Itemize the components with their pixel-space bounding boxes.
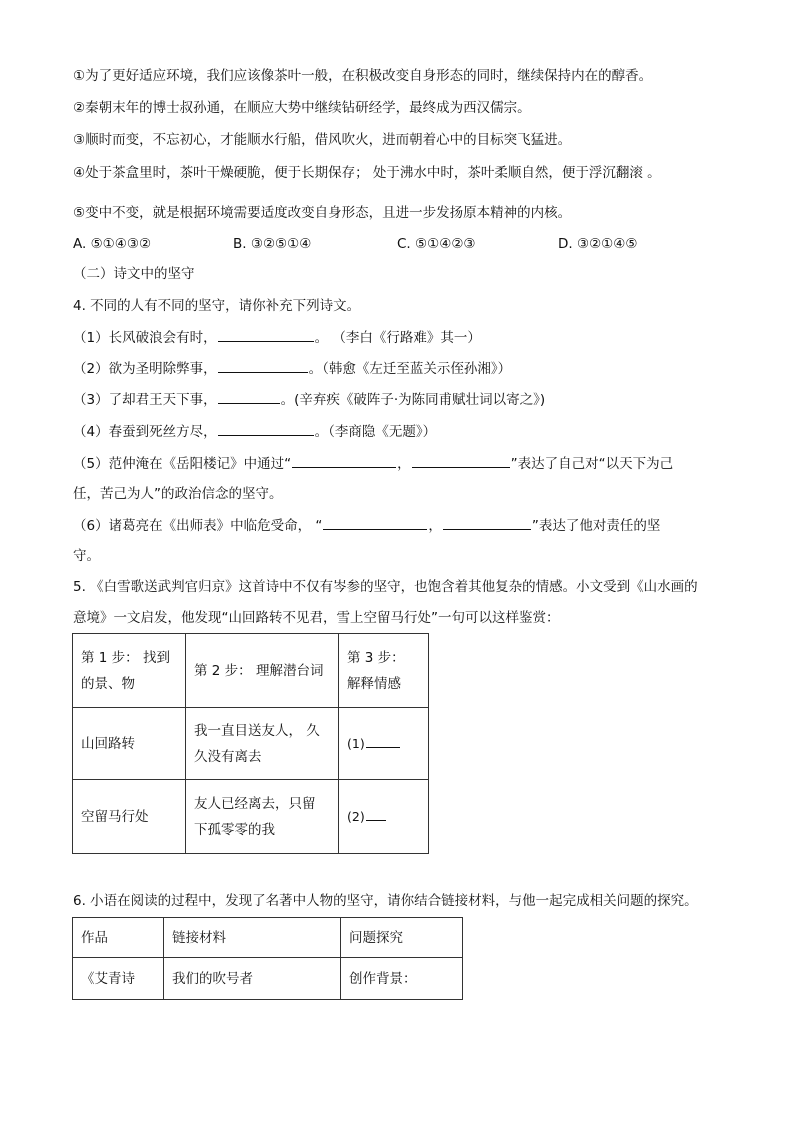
- q5-table: [72, 633, 429, 854]
- q4-item-3: [73, 389, 545, 410]
- comma: ，: [397, 456, 411, 472]
- q3-item-5: ⑤变中不变，就是根据环境需要适度改变自身形态，且进一步发扬原本精神的内核。: [73, 205, 572, 221]
- q6-work-cell: 《艾青诗: [73, 958, 164, 1000]
- q3-item-4: ④处于茶盒里时，茶叶干燥硬脆，便于长期保存； 处于沸水中时，茶叶柔顺自然，便于浮沉翻滚 。: [73, 165, 661, 181]
- answer-blank[interactable]: [412, 453, 510, 468]
- answer-blank[interactable]: [366, 806, 386, 821]
- q5-stem-line-2: 意境》一文启发，他发现“山回路转不见君，雪上空留马行处”一句可以这样鉴赏：: [73, 610, 560, 626]
- q4-item-prefix: （4）春蚕到死丝方尽，: [73, 424, 217, 440]
- q4-item-prefix: （6）诸葛亮在《出师表》中临危受命， “: [73, 518, 323, 534]
- q4-item-1: [73, 327, 481, 348]
- q5-header-step2: [186, 634, 339, 708]
- q4-item-prefix: （5）范仲淹在《岳阳楼记》中通过“: [73, 456, 292, 472]
- answer-blank[interactable]: [218, 389, 280, 404]
- q4-stem: 4. 不同的人有不同的坚守，请你补充下列诗文。: [73, 298, 361, 314]
- q4-item-suffix: 。（韩愈《左迁至蓝关示侄孙湘》）: [308, 361, 512, 377]
- q6-stem: 6. 小语在阅读的过程中，发现了名著中人物的坚守，请你结合链接材料，与他一起完成相关问题的探究。: [73, 893, 698, 909]
- q6-header-work: 作品: [73, 918, 164, 958]
- q4-item-6: [73, 515, 660, 536]
- header-line: 解释情感: [347, 675, 401, 692]
- q4-item-5-continued: 任，苦己为人”的政治信念的坚守。: [73, 486, 283, 502]
- q6-table: [72, 917, 463, 1000]
- q4-item-suffix: ”表达了他对责任的坚: [531, 518, 661, 534]
- q4-item-2: [73, 358, 511, 379]
- q6-header-inquiry: 问题探究: [341, 918, 463, 958]
- section-title: （二）诗文中的坚守: [73, 266, 195, 282]
- q5-subtext-cell: [186, 780, 339, 854]
- answer-label: (2): [347, 808, 365, 824]
- q3-item-1: ①为了更好适应环境，我们应该像茶叶一般，在积极改变自身形态的同时，继续保持内在的醇香。: [73, 68, 653, 84]
- q4-item-6-continued: 守。: [73, 548, 100, 564]
- answer-label: (1): [347, 735, 365, 751]
- q4-item-prefix: （2）欲为圣明除弊事，: [73, 361, 217, 377]
- q5-header-step1: [73, 634, 186, 708]
- q5-header-step3: [339, 634, 429, 708]
- q5-answer-cell: [339, 708, 429, 780]
- header-line: 第 2 步： 理解潜台词: [194, 662, 324, 679]
- q4-item-suffix: ”表达了自己对“以天下为己: [510, 456, 674, 472]
- q5-scene-cell: 山回路转: [73, 708, 186, 780]
- q4-item-prefix: （3）了却君王天下事，: [73, 392, 217, 408]
- answer-blank[interactable]: [218, 358, 308, 373]
- q3-option-d[interactable]: D. ③②①④⑤: [558, 236, 638, 252]
- header-line: 的景、物: [81, 675, 135, 692]
- q5-answer-cell: [339, 780, 429, 854]
- q3-option-b[interactable]: B. ③②⑤①④: [233, 236, 312, 252]
- answer-blank[interactable]: [323, 515, 427, 530]
- q4-item-prefix: （1）长风破浪会有时，: [73, 330, 217, 346]
- q5-subtext-cell: [186, 708, 339, 780]
- subtext-line: 久没有离去: [194, 748, 262, 765]
- q5-stem-line-1: 5. 《白雪歌送武判官归京》这首诗中不仅有岑参的坚守，也饱含着其他复杂的情感。小文受到《山水画的: [73, 579, 698, 595]
- answer-blank[interactable]: [366, 733, 400, 748]
- subtext-line: 友人已经离去，只留: [194, 795, 316, 812]
- q6-header-material: 链接材料: [164, 918, 341, 958]
- answer-blank[interactable]: [218, 327, 314, 342]
- q6-inquiry-cell[interactable]: 创作背景：: [341, 958, 463, 1000]
- q3-item-2: ②秦朝末年的博士叔孙通，在顺应大势中继续钻研经学，最终成为西汉儒宗。: [73, 100, 531, 116]
- subtext-line: 下孤零零的我: [194, 821, 275, 838]
- answer-blank[interactable]: [443, 515, 531, 530]
- q3-item-3: ③顺时而变，不忘初心，才能顺水行船，借风吹火，进而朝着心中的目标突飞猛进。: [73, 132, 572, 148]
- q4-item-5: [73, 453, 673, 474]
- header-line: 第 1 步： 找到: [81, 649, 170, 666]
- q4-item-suffix: 。(辛弃疾《破阵子·为陈同甫赋壮词以寄之》): [280, 392, 546, 408]
- q3-option-a[interactable]: A. ⑤①④③②: [73, 236, 152, 252]
- answer-blank[interactable]: [292, 453, 396, 468]
- q6-material-cell: 我们的吹号者: [164, 958, 341, 1000]
- subtext-line: 我一直目送友人， 久: [194, 722, 320, 739]
- q4-item-suffix: 。（李商隐《无题》）: [314, 424, 437, 440]
- q3-option-c[interactable]: C. ⑤①④②③: [397, 236, 476, 252]
- header-line: 第 3 步：: [347, 649, 405, 666]
- q4-item-suffix: 。 （李白《行路难》其一）: [314, 330, 481, 346]
- comma: ，: [428, 518, 442, 534]
- q4-item-4: [73, 421, 436, 442]
- q5-scene-cell: 空留马行处: [73, 780, 186, 854]
- answer-blank[interactable]: [218, 421, 314, 436]
